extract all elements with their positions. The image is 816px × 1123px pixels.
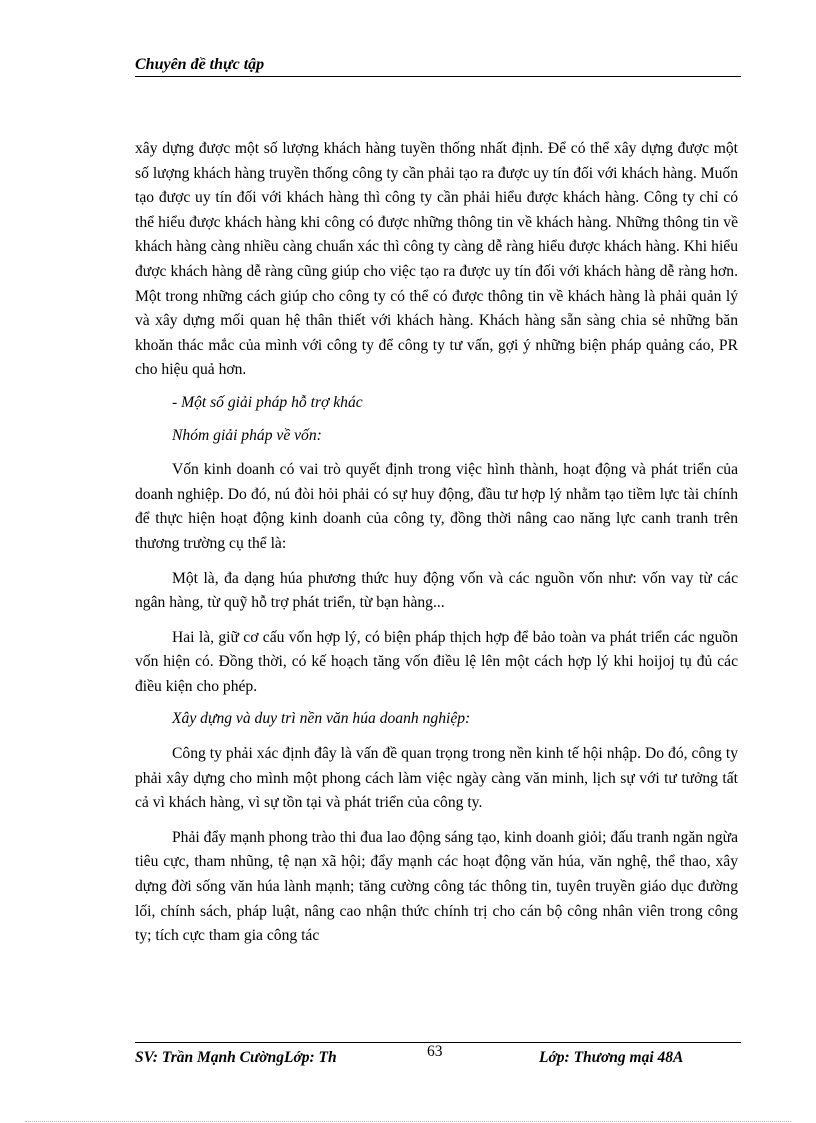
page-footer [135, 1042, 741, 1066]
heading-capital-solutions: Nhóm giải pháp về vốn: [172, 426, 322, 444]
paragraph-second: Hai là, giữ cơ cấu vốn hợp lý, có biện pháp thịch hợp để bảo toàn va phát triển các nguồn vốn hiện có. Đồng thời, có kế hoạch tăng vốn điều lệ lên một cách hợp lý khi hoijoj tụ đủ các điều kiện cho phép. [135, 628, 738, 695]
footer-class: Lớp: Thương mại 48A [539, 1049, 684, 1066]
paragraph-customers [135, 137, 738, 383]
page-number: 63 [427, 1043, 443, 1060]
paragraph-emulation: Phải đẩy mạnh phong trào thi đua lao động sáng tạo, kinh doanh giỏi; đấu tranh ngăn ngừa tiêu cực, tham nhũng, tệ nạn xã hội; đẩy mạnh các hoạt động văn húa, văn nghệ, thể thao, xây dựng đời sống văn húa lành mạnh; tăng cường công tác thông tin, tuyên truyền giáo dục đường lối, chính sách, pháp luật, nâng cao nhận thức chính trị cho cán bộ công nhân viên trong công ty; tích cực tham gia công tác [135, 828, 738, 945]
footer-student: SV: Trần Mạnh CườngLớp: Th [135, 1049, 337, 1066]
paragraph-first: Một là, đa dạng húa phương thức huy động vốn và các nguồn vốn như: vốn vay từ các ngân hàng, từ quỹ hỗ trợ phát triển, từ bạn hàng... [135, 569, 738, 612]
paragraph-capital: Vốn kinh doanh có vai trò quyết định trong việc hình thành, hoạt động và phát triển của doanh nghiệp. Do đó, nú đòi hỏi phải có sự huy động, đầu tư hợp lý nhằm tạo tiềm lực tài chính để thực hiện hoạt động kinh doanh của công ty, đồng thời nâng cao năng lực canh tranh trên thương trường cụ thể là: [135, 461, 738, 552]
paragraph-customers-text: xây dựng được một số lượng khách hàng tuyền thống nhất định. Để có thể xây dựng được một số lượng khách hàng truyền thống công ty cần phải tạo ra được uy tín đối với khách hàng. Muốn tạo được uy tín đối với khách hàng thì công ty cần phải hiểu được khách hàng. Công ty chỉ có thể hiểu được khách hàng khi công có được những thông tin về khách hàng. Những thông tin về khách hàng càng nhiều càng chuẩn xác thì công ty càng dễ ràng hiểu được khách hàng. Khi hiểu được khách hàng dễ ràng cũng giúp cho việc tạo ra được uy tín đối với khách hàng dễ ràng hơn. Một trong những cách giúp cho công ty có thể có được thông tin về khách hàng là phải quản lý và xây dựng mối quan hệ thân thiết với khách hàng. Khách hàng sẵn sàng chia sẻ những băn khoăn thác mắc của mình với công ty để công ty tư vấn, gợi ý những biện pháp quảng cáo, PR cho hiệu quả hơn. [135, 140, 738, 379]
page-header: Chuyên đề thực tập [135, 56, 741, 77]
document-body [135, 137, 738, 949]
heading-culture: Xây dựng và duy trì nền văn húa doanh nghiệp: [172, 710, 471, 728]
heading-support-solutions: - Một số giải pháp hỗ trợ khác [172, 393, 363, 411]
page-bottom-border [25, 1121, 791, 1122]
paragraph-culture: Công ty phải xác định đây là vấn đề quan trọng trong nền kinh tế hội nhập. Do đó, công ty phải xây dựng cho mình một phong cách làm việc ngày càng văn minh, lịch sự với tư tưởng tất cả vì khách hàng, vì sự tồn tại và phát triển của công ty. [135, 745, 738, 812]
